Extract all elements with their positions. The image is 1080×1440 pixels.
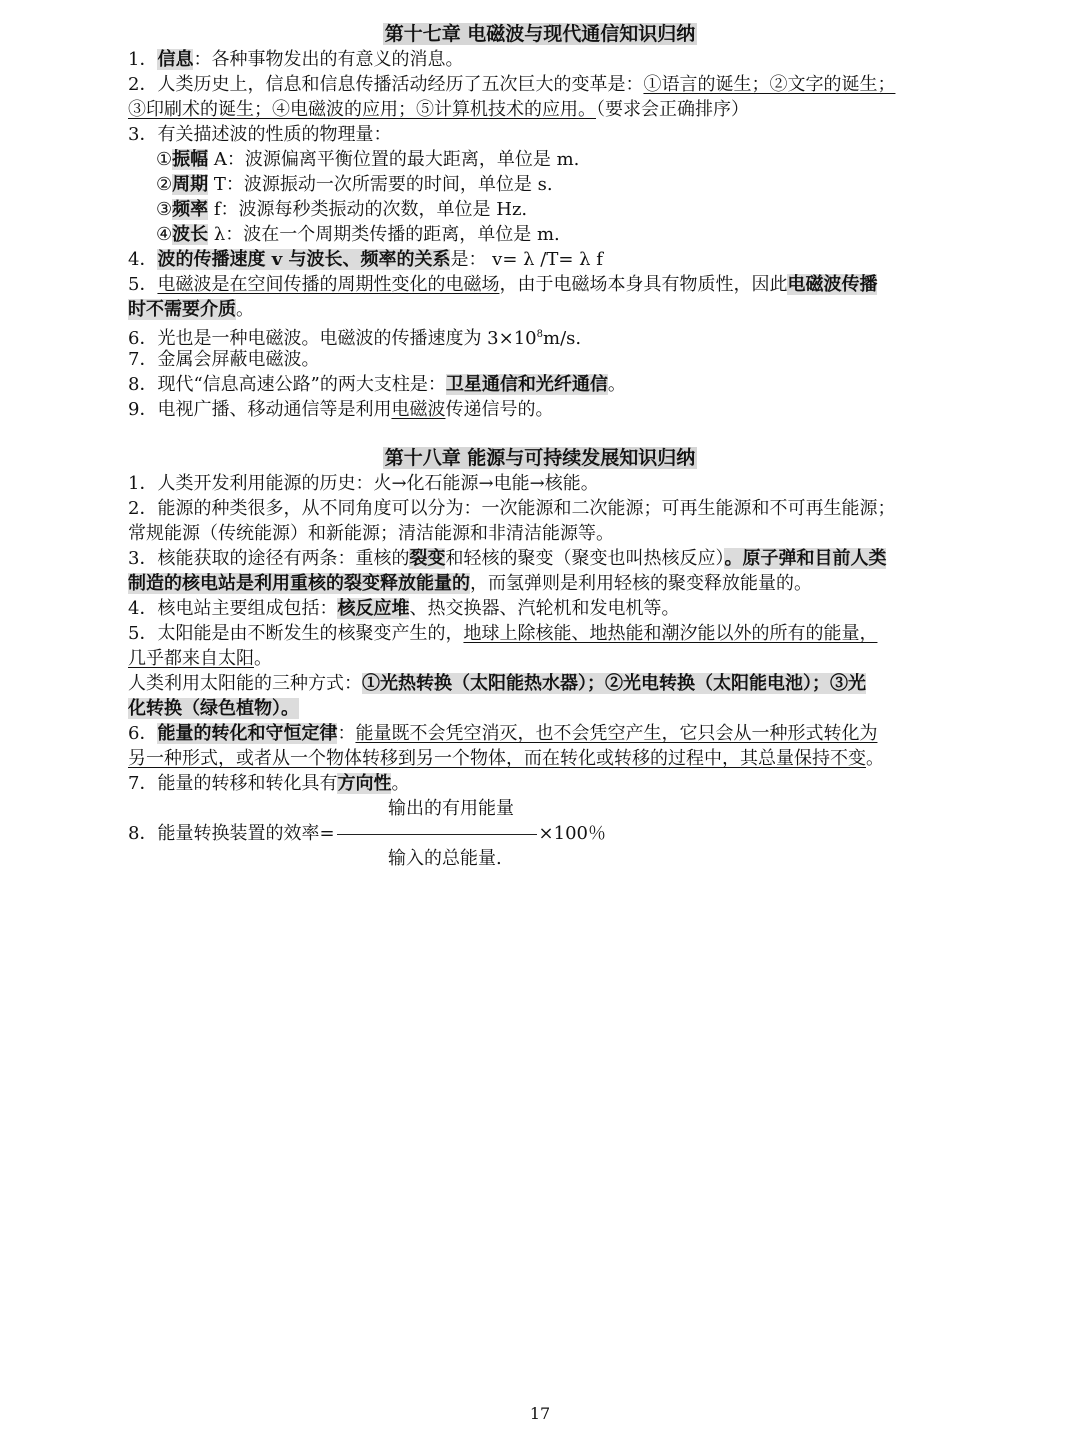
- ch17-item-3-amplitude: ①振幅 A：波源偏离平衡位置的最大距离，单位是 m.: [156, 149, 580, 170]
- page-number: 17: [529, 1404, 551, 1423]
- ch17-item-9: 9．电视广播、移动通信等是利用电磁波传递信号的。: [128, 399, 554, 420]
- fraction-bar: [337, 834, 537, 835]
- formula-numerator: 输出的有用能量: [388, 798, 514, 819]
- ch18-item-7: 7．能量的转移和转化具有方向性。: [128, 773, 410, 794]
- ch17-item-5: 5．电磁波是在空间传播的周期性变化的电磁场，由于电磁场本身具有物质性，因此电磁波传播: [128, 274, 878, 295]
- ch18-item-3: 3．核能获取的途径有两条：重核的裂变和轻核的聚变（聚变也叫热核反应）。原子弹和目前人类: [128, 548, 887, 569]
- ch18-item-3-cont: 制造的核电站是利用重核的裂变释放能量的，而氢弹则是利用轻核的聚变释放能量的。: [128, 573, 812, 594]
- ch18-item-5: 5．太阳能是由不断发生的核聚变产生的，地球上除核能、地热能和潮汐能以外的所有的能量，: [128, 623, 878, 644]
- formula-denominator: 输入的总能量.: [388, 848, 502, 869]
- ch17-item-1: 1．信息：各种事物发出的有意义的消息。: [128, 49, 464, 70]
- ch17-item-2: 2．人类历史上，信息和信息传播活动经历了五次巨大的变革是：①语言的诞生；②文字的诞生；: [128, 74, 896, 95]
- ch17-item-3-frequency: ③频率 f：波源每秒类振动的次数，单位是 Hz.: [156, 199, 528, 220]
- ch17-item-5-cont: 时不需要介质。: [128, 299, 254, 320]
- ch17-item-3-period: ②周期 T：波源振动一次所需要的时间，单位是 s.: [156, 174, 553, 195]
- chapter-18-title: 第十八章 能源与可持续发展知识归纳: [384, 447, 696, 469]
- chapter-17-title: 第十七章 电磁波与现代通信知识归纳: [384, 23, 696, 45]
- ch18-solar-uses: 人类利用太阳能的三种方式：①光热转换（太阳能热水器）；②光电转换（太阳能电池）；③光: [128, 673, 866, 694]
- ch18-item-6: 6．能量的转化和守恒定律：能量既不会凭空消灭，也不会凭空产生，它只会从一种形式转化为: [128, 723, 878, 744]
- ch17-item-3: 3．有关描述波的性质的物理量：: [128, 124, 392, 145]
- ch18-item-6-cont: 另一种形式，或者从一个物体转移到另一个物体，而在转化或转移的过程中，其总量保持不变。: [128, 748, 884, 769]
- ch18-item-2: 2．能源的种类很多，从不同角度可以分为：一次能源和二次能源；可再生能源和不可再生能源；: [128, 498, 896, 519]
- ch18-item-2-cont: 常规能源（传统能源）和新能源；清洁能源和非清洁能源等。: [128, 523, 614, 544]
- ch17-item-7: 7．金属会屏蔽电磁波。: [128, 349, 320, 370]
- ch18-solar-uses-cont: 化转换（绿色植物）。: [128, 698, 299, 719]
- ch17-item-8: 8．现代“信息高速公路”的两大支柱是：卫星通信和光纤通信。: [128, 374, 626, 395]
- ch17-item-6: 6．光也是一种电磁波。电磁波的传播速度为 $3\times 10^8m/s$.: [128, 328, 582, 349]
- ch17-item-2-cont: ③印刷术的诞生；④电磁波的应用；⑤计算机技术的应用。（要求会正确排序）: [128, 99, 749, 120]
- ch18-item-1: 1．人类开发利用能源的历史：火→化石能源→电能→核能。: [128, 473, 599, 494]
- ch18-item-4: 4．核电站主要组成包括：核反应堆、热交换器、汽轮机和发电机等。: [128, 598, 680, 619]
- formula-line: 8．能量转换装置的效率= ×100％: [128, 823, 606, 844]
- ch18-item-5-cont: 几乎都来自太阳。: [128, 648, 272, 669]
- ch17-item-3-wavelength: ④波长 λ：波在一个周期类传播的距离，单位是 m.: [156, 224, 560, 245]
- ch17-item-4: 4．波的传播速度 v 与波长、频率的关系是： v= λ /T= λ f: [128, 249, 603, 270]
